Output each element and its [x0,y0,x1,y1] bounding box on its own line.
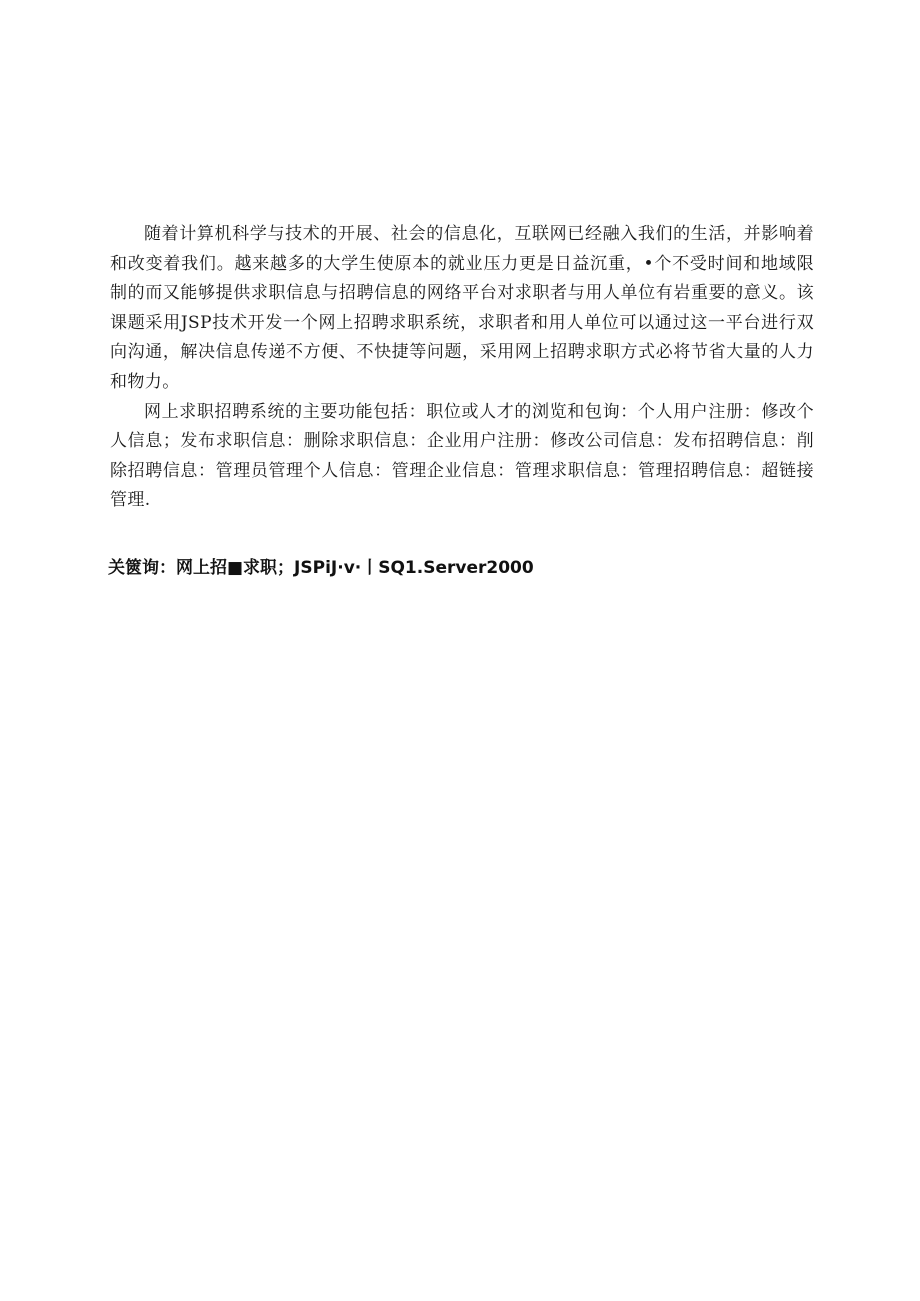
keywords-line: 关篋询：网上招■求职；JSPiJ·v·丨SQ1.Server2000 [108,558,534,578]
abstract-section [110,220,814,516]
abstract-paragraph-1: 随着计算机科学与技术的开展、社会的信息化，互联网已经融入我们的生活，并影响着和改变着我们。越来越多的大学生使原本的就业压力更是日益沉重，•个不受时间和地域限制的而又能够提供求职信息与招聘信息的网络平台对求职者与用人单位有岩重要的意义。该课题采用JSP技术开发一个网上招聘求职系统，求职者和用人单位可以通过这一平台进行双向沟通，解决信息传递不方便、不快捷等问题，采用网上招聘求职方式必将节省大量的人力和物力。 [110,224,814,392]
abstract-paragraph-2: 网上求职招聘系统的主要功能包括：职位或人才的浏览和包询：个人用户注册：修改个人信息；发布求职信息：删除求职信息：企业用户注册：修改公司信息：发布招聘信息：削除招聘信息：管理员管理个人信息：管理企业信息：管理求职信息：管理招聘信息：超链接管理. [110,401,814,511]
